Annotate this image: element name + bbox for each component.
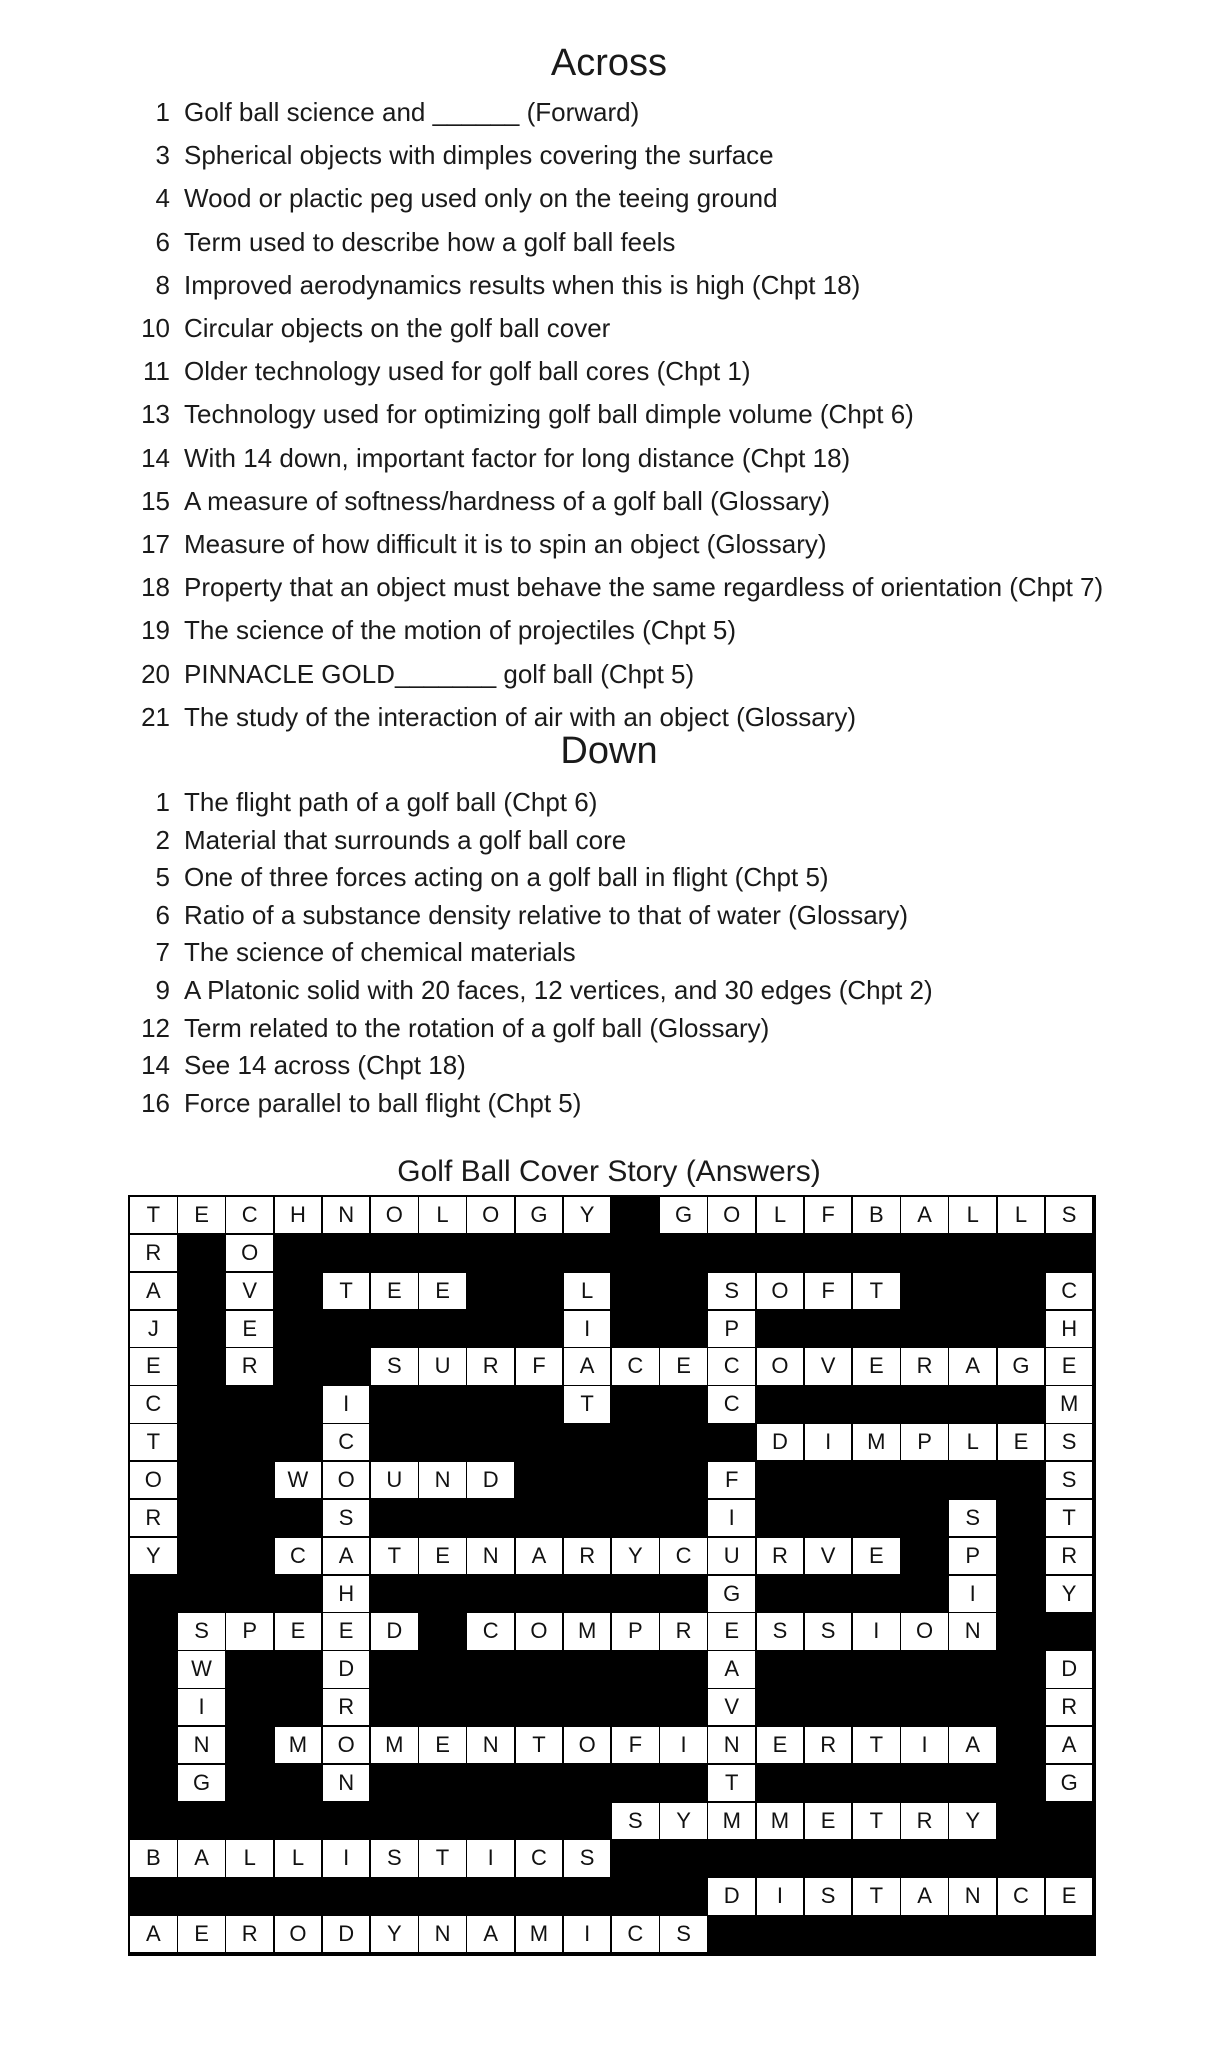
grid-cell: T [1046,1500,1093,1536]
across-clue [130,438,850,478]
grid-cell: T [419,1840,466,1876]
grid-cell: A [467,1916,514,1952]
grid-cell: E [323,1613,370,1649]
grid-cell: C [226,1197,273,1233]
grid-cell: J [130,1311,177,1347]
grid-cell: G [998,1348,1045,1384]
grid-cell: A [564,1348,611,1384]
clue-number: 3 [155,140,170,171]
grid-cell: R [901,1803,948,1839]
grid-cell: I [178,1689,225,1725]
grid-cell: I [323,1386,370,1422]
grid-cell: E [757,1727,804,1763]
grid-cell: S [708,1273,755,1309]
grid-cell: L [998,1197,1045,1233]
grid-cell: A [130,1916,177,1952]
grid-cell: N [419,1462,466,1498]
grid-cell: T [564,1386,611,1422]
grid-cell: Y [564,1197,611,1233]
grid-cell: A [901,1197,948,1233]
clue-number: 7 [155,937,170,968]
grid-cell: E [1046,1878,1093,1914]
clue-number: 9 [155,975,170,1005]
grid-cell: G [516,1197,563,1233]
clue-text: See 14 across (Chpt 18) [184,1050,466,1081]
grid-cell: P [708,1311,755,1347]
grid-cell: F [708,1462,755,1498]
grid-cell: R [130,1235,177,1271]
clue-text: One of three forces acting on a golf ball in flight (Chpt 5) [184,862,829,893]
grid-cell: D [323,1916,370,1952]
grid-cell: P [901,1424,948,1460]
across-clue [130,222,675,262]
grid-cell: E [998,1424,1045,1460]
clue-text: Circular objects on the golf ball cover [184,313,611,343]
grid-cell: O [226,1235,273,1271]
clue-number: 20 [141,658,170,689]
grid-cell: D [323,1651,370,1687]
grid-cell: H [323,1576,370,1612]
grid-cell: I [901,1727,948,1763]
clue-text: Spherical objects with dimples covering the surface [184,140,774,171]
grid-cell: R [323,1689,370,1725]
grid-cell: D [757,1424,804,1460]
grid-cell: E [178,1916,225,1952]
grid-cell: M [708,1803,755,1839]
clue-text: Wood or plactic peg used only on the teeing ground [184,183,778,214]
clue-text: Improved aerodynamics results when this is high (Chpt 18) [184,269,861,300]
grid-cell: L [949,1424,996,1460]
grid-cell: S [805,1613,852,1649]
down-clue [130,820,626,860]
grid-cell: O [371,1197,418,1233]
grid-cell: N [419,1916,466,1952]
across-clue [130,567,1103,607]
grid-cell: L [226,1840,273,1876]
grid-cell: S [1046,1197,1093,1233]
clue-number: 12 [141,1012,170,1043]
across-clue [130,654,694,694]
grid-cell: I [949,1576,996,1612]
down-clue [130,895,908,935]
clue-text: Material that surrounds a golf ball core [184,824,627,855]
grid-cell: C [612,1916,659,1952]
grid-cell: V [708,1689,755,1725]
grid-cell: O [564,1727,611,1763]
grid-cell: N [708,1727,755,1763]
clue-text: Technology used for optimizing golf ball dimple volume (Chpt 6) [184,399,914,430]
down-clue [130,1083,581,1123]
clue-number: 17 [141,529,170,559]
grid-cell: O [323,1462,370,1498]
grid-cell: V [805,1348,852,1384]
grid-cell: A [516,1538,563,1574]
grid-cell: A [949,1348,996,1384]
clue-text: With 14 down, important factor for long distance (Chpt 18) [184,442,851,473]
grid-cell: E [419,1538,466,1574]
grid-cell: D [371,1613,418,1649]
grid-cell: G [660,1197,707,1233]
grid-cell: R [467,1348,514,1384]
across-clue [130,610,736,650]
clue-text: The science of the motion of projectiles (Chpt 5) [184,615,737,646]
clue-text: Force parallel to ball flight (Chpt 5) [184,1087,582,1118]
grid-cell: T [130,1424,177,1460]
clue-text: The science of chemical materials [184,937,576,968]
grid-cell: R [901,1348,948,1384]
grid-cell: Y [371,1916,418,1952]
clue-text: Ratio of a substance density relative to that of water (Glossary) [184,899,909,930]
across-heading: Across [550,42,668,84]
grid-cell: N [323,1765,370,1801]
grid-cell: A [178,1840,225,1876]
grid-cell: Y [1046,1576,1093,1612]
grid-cell: R [805,1727,852,1763]
across-clue [130,351,751,391]
grid-cell: Y [660,1803,707,1839]
grid-cell: T [853,1273,900,1309]
across-clue [130,265,860,305]
grid-cell: L [564,1273,611,1309]
grid-cell: R [226,1916,273,1952]
grid-cell: O [275,1916,322,1952]
grid-cell: Y [612,1538,659,1574]
grid-cell: D [1046,1651,1093,1687]
grid-cell: S [1046,1424,1093,1460]
clue-number: 19 [141,615,170,646]
grid-cell: T [371,1538,418,1574]
grid-cell: F [516,1348,563,1384]
down-clue [130,1045,466,1085]
grid-cell: N [949,1613,996,1649]
grid-cell: O [901,1613,948,1649]
grid-title: Golf Ball Cover Story (Answers) [397,1155,821,1188]
grid-cell: M [564,1613,611,1649]
grid-cell: I [853,1613,900,1649]
grid-cell: G [178,1765,225,1801]
grid-cell: M [757,1803,804,1839]
clue-number: 14 [141,442,170,473]
grid-cell: A [130,1273,177,1309]
grid-cell: L [757,1197,804,1233]
grid-cell: C [130,1386,177,1422]
grid-cell: L [949,1197,996,1233]
grid-cell: P [949,1538,996,1574]
down-clue [130,932,576,972]
grid-cell: H [1046,1311,1093,1347]
grid-cell: O [516,1613,563,1649]
clue-number: 10 [141,313,170,343]
grid-cell: E [178,1197,225,1233]
grid-cell: E [371,1273,418,1309]
clue-text: The study of the interaction of air with an object (Glossary) [184,701,856,732]
grid-cell: A [708,1651,755,1687]
grid-cell: G [1046,1765,1093,1801]
grid-cell: E [853,1538,900,1574]
grid-cell: D [708,1878,755,1914]
clue-text: Measure of how difficult it is to spin an object (Glossary) [184,529,827,559]
grid-cell: R [226,1348,273,1384]
grid-cell: M [853,1424,900,1460]
grid-cell: O [130,1462,177,1498]
grid-cell: M [516,1916,563,1952]
grid-cell: P [226,1613,273,1649]
clue-text: A measure of softness/hardness of a golf ball (Glossary) [184,485,830,516]
clue-number: 21 [141,701,170,732]
grid-cell: S [323,1500,370,1536]
grid-cell: E [419,1273,466,1309]
grid-cell: R [564,1538,611,1574]
grid-cell: E [1046,1348,1093,1384]
clue-text: PINNACLE GOLD_______ golf ball (Chpt 5) [184,658,695,689]
down-heading: Down [560,730,658,772]
grid-cell: C [708,1348,755,1384]
clue-number: 15 [141,485,170,516]
across-clue [130,308,610,348]
clue-number: 16 [141,1087,170,1118]
grid-cell: E [419,1727,466,1763]
grid-cell: T [130,1197,177,1233]
grid-cell: V [805,1538,852,1574]
grid-cell: N [467,1538,514,1574]
clue-number: 4 [155,183,170,214]
grid-cell: C [708,1386,755,1422]
grid-cell: I [805,1424,852,1460]
grid-cell: T [853,1803,900,1839]
grid-cell: L [419,1197,466,1233]
grid-cell: C [612,1348,659,1384]
grid-cell: R [1046,1538,1093,1574]
grid-cell: V [226,1273,273,1309]
grid-cell: C [323,1424,370,1460]
grid-cell: C [1046,1273,1093,1309]
grid-cell: N [323,1197,370,1233]
clue-text: Term used to describe how a golf ball feels [184,226,676,257]
grid-cell: W [275,1462,322,1498]
clue-text: The flight path of a golf ball (Chpt 6) [184,787,598,817]
grid-cell: S [949,1500,996,1536]
grid-cell: F [612,1727,659,1763]
clue-number: 1 [155,787,170,817]
grid-cell: S [371,1840,418,1876]
grid-cell: E [853,1348,900,1384]
grid-cell: O [757,1348,804,1384]
grid-cell: E [226,1311,273,1347]
across-clue [130,135,774,175]
grid-cell: I [323,1840,370,1876]
grid-cell: I [708,1500,755,1536]
grid-cell: B [130,1840,177,1876]
grid-cell: U [371,1462,418,1498]
grid-cell: O [323,1727,370,1763]
down-clue [130,1008,769,1048]
grid-cell: S [757,1613,804,1649]
grid-cell: A [949,1727,996,1763]
grid-cell: W [178,1651,225,1687]
grid-cell: T [853,1878,900,1914]
grid-cell: C [998,1878,1045,1914]
grid-cell: S [805,1878,852,1914]
grid-cell: T [708,1765,755,1801]
grid-cell: N [467,1727,514,1763]
clue-number: 13 [141,399,170,430]
clue-number: 6 [155,226,170,257]
grid-cell: D [467,1462,514,1498]
grid-cell: U [708,1538,755,1574]
grid-cell: C [516,1840,563,1876]
grid-cell: N [178,1727,225,1763]
grid-cell: S [178,1613,225,1649]
grid-cell: R [660,1613,707,1649]
clue-number: 1 [155,97,170,127]
across-clue [130,524,827,564]
across-clue [130,481,830,521]
clue-number: 11 [143,356,170,387]
grid-cell: M [275,1727,322,1763]
grid-cell: E [805,1803,852,1839]
grid-cell: E [660,1348,707,1384]
grid-cell: Y [949,1803,996,1839]
grid-cell: M [1046,1386,1093,1422]
grid-cell: I [564,1916,611,1952]
clue-text: A Platonic solid with 20 faces, 12 vertices, and 30 edges (Chpt 2) [184,975,933,1005]
grid-cell: F [805,1197,852,1233]
grid-cell: C [467,1613,514,1649]
grid-cell: P [612,1613,659,1649]
across-clue [130,178,778,218]
grid-cell: U [419,1348,466,1384]
grid-cell: I [660,1727,707,1763]
grid-cell: C [660,1538,707,1574]
grid-cell: H [275,1197,322,1233]
grid-cell: E [130,1348,177,1384]
grid-cell: E [275,1613,322,1649]
grid-cell: A [323,1538,370,1574]
clue-text: Older technology used for golf ball cores (Chpt 1) [184,356,751,387]
grid-cell: M [371,1727,418,1763]
grid-cell: N [949,1878,996,1914]
grid-cell: S [564,1840,611,1876]
grid-cell: E [708,1613,755,1649]
grid-cell: O [757,1273,804,1309]
grid-cell: O [708,1197,755,1233]
grid-cell: S [612,1803,659,1839]
down-clue [130,782,597,822]
grid-cell: T [853,1727,900,1763]
grid-cell: S [1046,1462,1093,1498]
crossword-grid [128,1195,1096,1956]
grid-cell: T [323,1273,370,1309]
clue-number: 8 [155,269,170,300]
grid-cell: L [275,1840,322,1876]
grid-cell: O [467,1197,514,1233]
grid-cell: R [757,1538,804,1574]
clue-number: 6 [155,899,170,930]
across-clue [130,92,639,132]
down-clue [130,857,829,897]
grid-cell: S [371,1348,418,1384]
down-clue [130,970,933,1010]
grid-cell: C [275,1538,322,1574]
grid-cell: I [757,1878,804,1914]
across-clue [130,394,914,434]
grid-cell: A [901,1878,948,1914]
clue-text: Property that an object must behave the same regardless of orientation (Chpt 7) [184,572,1104,603]
grid-cell: F [805,1273,852,1309]
grid-cell: R [130,1500,177,1536]
clue-number: 5 [155,862,170,893]
clue-text: Golf ball science and ______ (Forward) [184,97,640,127]
grid-cell: I [564,1311,611,1347]
clue-number: 14 [141,1050,170,1081]
grid-cell: S [660,1916,707,1952]
grid-cell: Y [130,1538,177,1574]
grid-cell: A [1046,1727,1093,1763]
grid-cell: B [853,1197,900,1233]
clue-number: 18 [141,572,170,603]
grid-cell: T [516,1727,563,1763]
grid-cell: R [1046,1689,1093,1725]
clue-text: Term related to the rotation of a golf ball (Glossary) [184,1012,770,1043]
clue-number: 2 [155,824,170,855]
grid-cell: G [708,1576,755,1612]
grid-cell: I [467,1840,514,1876]
